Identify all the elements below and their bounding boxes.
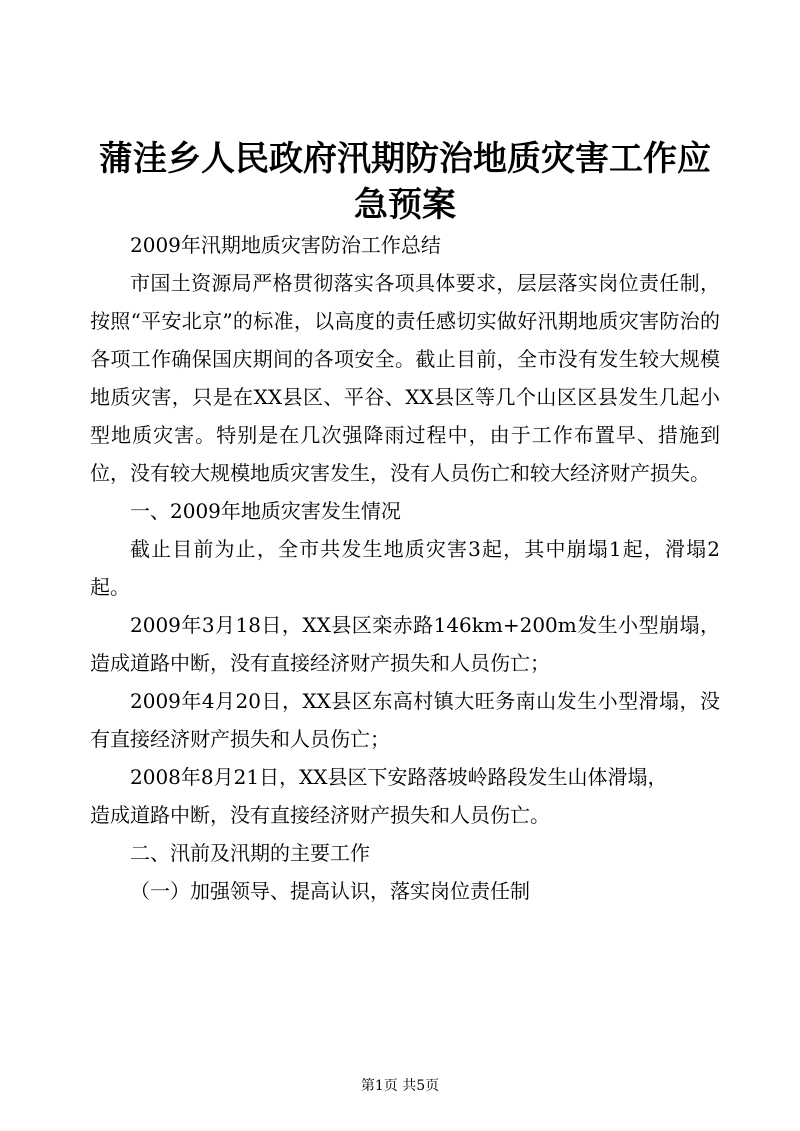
paragraph-summary: 市国土资源局严格贯彻落实各项具体要求，层层落实岗位责任制，按照“平安北京”的标准，以高度的责任感切实做好汛期地质灾害防治的各项工作确保国庆期间的各项安全。截止目前，全市没有发生较大规模地质灾害，只是在XX县区、平谷、XX县区等几个山区区县发生几起小型地质灾害。特别是在几次强降雨过程中，由于工作布置早、措施到位，没有较大规模地质灾害发生，没有人员伤亡和较大经济财产损失。 [90,271,720,485]
document-body [90,226,720,910]
document-title: 蒲洼乡人民政府汛期防治地质灾害工作应急预案 [99,139,711,225]
subsection-heading: （一）加强领导、提高认识，落实岗位责任制 [130,879,530,903]
paragraph-event-continued: 造成道路中断，没有直接经济财产损失和人员伤亡。 [90,803,550,827]
section-heading: 二、汛前及汛期的主要工作 [130,841,370,865]
paragraph-event: 2009年3月18日，XX县区栾赤路146km+200m发生小型崩塌，造成道路中断，没有直接经济财产损失和人员伤亡； [90,613,720,675]
section-heading: 一、2009年地质灾害发生情况 [130,499,401,523]
paragraph-heading: 2009年汛期地质灾害防治工作总结 [130,233,441,257]
paragraph-count: 截止目前为止，全市共发生地质灾害3起，其中崩塌1起，滑塌2起。 [90,537,720,599]
page-footer: 第1页 共5页 [360,1078,440,1094]
paragraph-event: 2009年4月20日，XX县区东高村镇大旺务南山发生小型滑塌，没有直接经济财产损失和人员伤亡； [90,689,720,751]
paragraph-event: 2008年8月21日，XX县区下安路落坡岭路段发生山体滑塌， [130,765,668,789]
